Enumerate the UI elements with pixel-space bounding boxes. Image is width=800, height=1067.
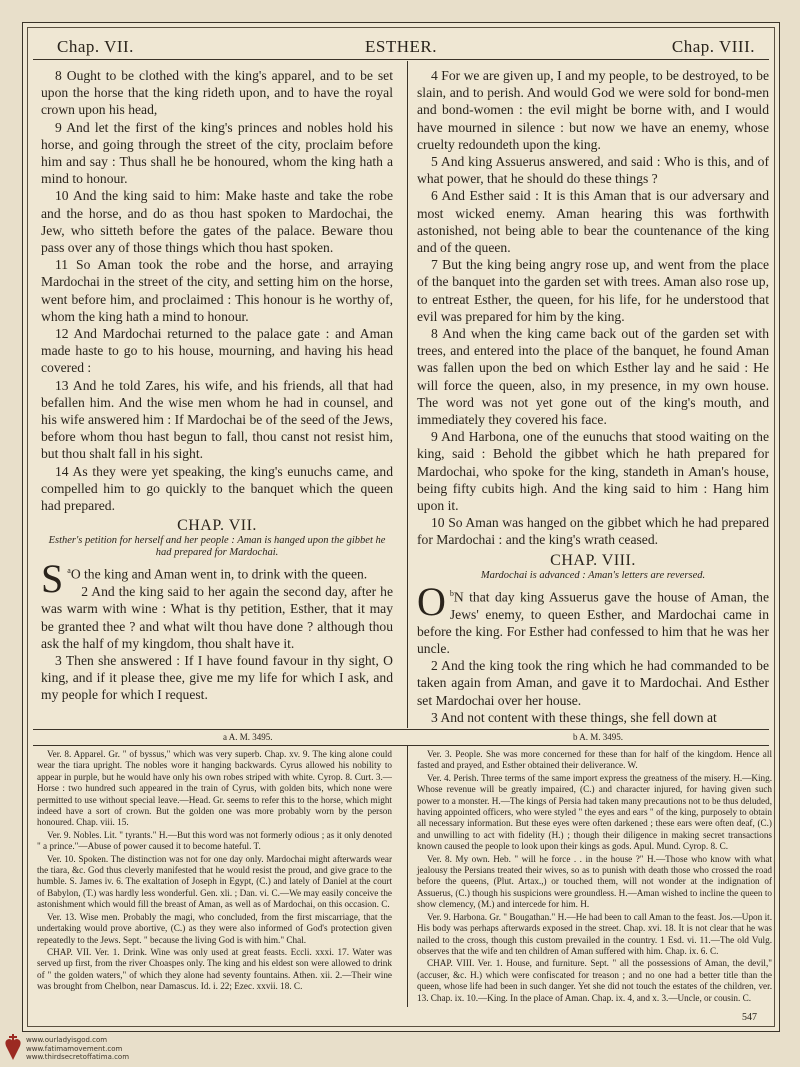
commentary-note: CHAP. VIII. Ver. 1. House, and furniture. Sept. " all the possessions of Aman, the devil," (accuser, &c. H.) which were confiscated for treason ; and no one had a better title than the queen, whose life had been in such danger. Yet she did not touch the estates of the children, ver. 13. Chap. ix. 10.—King. In the place of Aman. Chap. ix. 4, and x. 3.—Uncle, or cousin. C. [417, 958, 772, 1003]
verse-text: O the king and Aman went in, to drink with the queen. [70, 567, 368, 583]
verse-text: N that day king Assuerus gave the house of Aman, the Jews' enemy, to queen Esther, and Mardochai came in before the king. For Esther had confessed to him that he was her uncle. [417, 589, 769, 657]
verse: 6 And Esther said : It is this Aman that is our adversary and most wicked enemy. Aman hearing this was forthwith astonished, not being able to bear the countenance of the king and of the queen. [417, 188, 769, 256]
verse: 10 So Aman was hanged on the gibbet which he had prepared for Mardochai : and the king's wrath ceased. [417, 515, 769, 548]
commentary-left [37, 749, 392, 994]
verse: 9 And let the first of the king's princes and nobles hold his horse, and going through the street of the city, proclaim before him and say : Thus shall he be honoured, whom the king hath a mind to honour. [41, 119, 393, 187]
website-list [26, 1036, 129, 1062]
commentary-note: CHAP. VII. Ver. 1. Drink. Wine was only used at great feasts. Eccli. xxxi. 17. Water was served up first, from the river Choaspes only. The king and his eldest son were allowed to drink of " the golden waters," of which they alone had seventy fountains. Athen. xii. 2.—Their wine was brought from Chelbon, near Damascus. Id. i. 22; Ezec. xxvii. 18. C. [37, 946, 392, 992]
verse: 4 For we are given up, I and my people, to be destroyed, to be slain, and to perish. And would God we were sold for bond-men and bond-women : the evil might be borne with, and I would have mourned in silence : but now we have an enemy, whose cruelty redoundeth upon the king. [417, 68, 769, 152]
chapter-title: CHAP. VIII. [550, 551, 636, 569]
header-left: Chap. VII. [57, 37, 134, 56]
footnote-ref: b A. M. 3495. [573, 732, 624, 742]
verse: 3 And not content with these things, she fell down at [431, 709, 717, 725]
commentary-note: Ver. 3. People. She was more concerned for these than for half of the kingdom. Hence all fasted and prayed, and Esther obtained their deliverance. W. [417, 749, 772, 771]
commentary-note: Ver. 13. Wise men. Probably the magi, who concluded, from the first miscarriage, that the undertaking would prove abortive, (C.) as they were also informed of God's protection given repeatedly to the Jews. Sept. " because the living God is with him." Chal. [37, 911, 392, 945]
verse: 10 And the king said to him: Make haste and take the robe and the horse, and do as thou hast spoken to Mardochai, the Jew, who sitteth before the gates of the palace. Beware thou pass over any of those things which thou hast spoken. [41, 188, 393, 256]
verse: 8 Ought to be clothed with the king's apparel, and to be set upon the horse that the king rideth upon, and to have the royal crown upon his head, [41, 68, 393, 118]
verse: 12 And Mardochai returned to the palace gate : and Aman made haste to go to his house, mourning, and having his head covered : [41, 326, 393, 376]
header-center: ESTHER. [365, 37, 437, 56]
verse: 2 And the king took the ring which he had commanded to be taken again from Aman, and gave it to Mardochai. And Esther set Mardochai over her house. [417, 658, 769, 708]
website-link[interactable]: www.fatimamovement.com [26, 1044, 123, 1053]
chapter-first-verse [41, 556, 393, 602]
commentary-note: Ver. 8. My own. Heb. " will he force . . in the house ?" H.—Those who know with what jealousy the Persians treated their wives, so as to punish with death those who crossed the road before the queens, (Plut. Artax.,) or touched them, will not wonder at the indignation of Assuerus, (C.) though his suspicions were groundless. H.—Aman wished to incline the queen to show clemency, (M.) and intercede for him. H. [417, 853, 772, 910]
verse: 5 And king Assuerus answered, and said : Who is this, and of what power, that he should do these things ? [417, 154, 769, 187]
drop-cap: O [417, 578, 446, 624]
bible-page [22, 22, 780, 1032]
page-number: 547 [742, 1012, 757, 1023]
commentary-right [417, 749, 772, 1005]
notes-rule [33, 745, 769, 746]
left-column [41, 67, 393, 704]
commentary-note: Ver. 4. Perish. Three terms of the same import express the greatness of the misery. H.—King. Whose revenue will be greatly impaired, (C.) and character injured, for having given such power to a monster. H.—The kings of Persia had taken many precautions not to be thus deluded, having appointed officers, who were styled " the eyes and ears " of the king, purposely to obtain all necessary information. But these eyes were often darkened ; these ears were often deaf, (C.) and unwilling to act with fidelity (H.) ; though their diligence in making secret transactions known caused the people to look upon their kings as gods. Apul. Mund. Cyrop. 8. C. [417, 772, 772, 852]
right-column [417, 67, 769, 726]
heart-logo-icon [4, 1034, 22, 1062]
commentary-note: Ver. 9. Nobles. Lit. " tyrants." H.—But this word was not formerly odious ; as it only denoted " a prince."—Abuse of power caused it to become hateful. T. [37, 829, 392, 852]
margin-marker: b [449, 588, 454, 598]
commentary-note: Ver. 8. Apparel. Gr. " of byssus," which was very superb. Chap. xv. 9. The king alone could wear the tiara upright. The nobles wore it hanging backwards. Cyrus allowed his nobility to appear in purple, but he would have only his own robes striped with white. Cyrop. 8. Curt. 3.—Horse : two hundred such appeared in the train of Cyrus, with golden bits, which none were permitted to use without special leave.—Head. Gr. seems to refer this to the horse, which might indeed have a sort of crown. But the golden one was more probably worn by the person honoured. Chap. viii. 15. [37, 749, 392, 828]
margin-marker: a [67, 566, 71, 576]
verse: 11 So Aman took the robe and the horse, and arraying Mardochai in the street of the city, and setting him on the horse, went before him, and proclaimed : This honour is he worthy of, whom the king hath a mind to honour. [41, 257, 393, 324]
chapter-title: CHAP. VII. [177, 517, 257, 535]
chapter-summary: Esther's petition for herself and her people : Aman is hanged upon the gibbet he had prepared for Mardochai. [48, 535, 386, 559]
footnote-ref: a A. M. 3495. [223, 732, 273, 742]
header-right: Chap. VIII. [671, 37, 755, 56]
header-rule [33, 59, 769, 60]
running-header [33, 31, 769, 61]
verse: 9 And Harbona, one of the eunuchs that stood waiting on the king, said : Behold the gibbet which he hath prepared for Mardochai, who spoke for the king, standeth in Aman's house, being fifty cubits high. And the king said to him : Hang him upon it. [417, 429, 769, 514]
verse: 14 As they were yet speaking, the king's eunuchs came, and compelled him to go quickly to the banquet which the queen had prepared. [41, 463, 393, 514]
column-divider [407, 61, 408, 728]
notes-divider [407, 745, 408, 1007]
footnote-rule [33, 729, 769, 730]
drop-cap: S [41, 556, 64, 602]
verse: 8 And when the king came back out of the garden set with trees, and entered into the place of the banquet, he found Aman was fallen upon the bed on which Esther lay and he said : He will force the queen, also, in my presence, in my own house. The word was not yet gone out of the king's mouth, and immediately they covered his face. [417, 326, 769, 428]
commentary-note: Ver. 9. Harbona. Gr. " Bougathan." H.—He had been to call Aman to the feast. Jos.—Upon it. His body was perhaps afterwards exposed in the street. Chap. xvi. 18. It is not clear that he was nailed to the cross, though this custom prevailed in the country. 1 Esd. vi. 11.—The old Vulg. observes that the wife and ten children of Aman suffered with him. Chap. ix. 6. C. [417, 911, 772, 956]
website-link[interactable]: www.thirdsecretoffatima.com [26, 1053, 130, 1061]
verse: 13 And he told Zares, his wife, and his friends, all that had befallen him. And the wise men whom he had in counsel, and his wife answered him : If Mardochai be of the seed of the Jews, before whom thou hast begun to fall, thou canst not resist him, but thou shalt fall in his sight. [41, 377, 393, 462]
verse: 3 Then she answered : If I have found favour in thy sight, O king, and if it please thee, give me my life for which I ask, and my people for which I request. [41, 653, 393, 703]
chapter-first-verse [417, 578, 769, 657]
verse: 7 But the king being angry rose up, and went from the place of the banquet into the garden set with trees. Aman also rose up, to entreat Esther, the queen, for his life, for he understood that evil was prepared for him by the king. [417, 257, 769, 324]
verse: 2 And the king said to her again the second day, after he was warm with wine : What is thy petition, Esther, that it may be granted thee ? and what wilt thou have done ? although thou ask the half of my kingdom, thou shalt have it. [41, 584, 393, 651]
website-link[interactable]: www.ourladyisgod.com [26, 1036, 108, 1044]
commentary-note: Ver. 10. Spoken. The distinction was not for one day only. Mardochai might afterwards wear the tiara, &c. God thus cleverly manifested that he would resist the proud, and give grace to the humble. S. James iv. 6. The exaltation of Joseph in Egypt, (C.) and lately of Daniel at the court of Babylon, (T.) was hardly less wonderful. Gen. xli. ; Dan. vi. C.—We may easily conceive the astonishment which would fill the breast of Aman, as well as of Mardochai, on this occasion. C. [37, 853, 392, 910]
chapter-summary: Mardochai is advanced : Aman's letters are reversed. [480, 569, 706, 581]
